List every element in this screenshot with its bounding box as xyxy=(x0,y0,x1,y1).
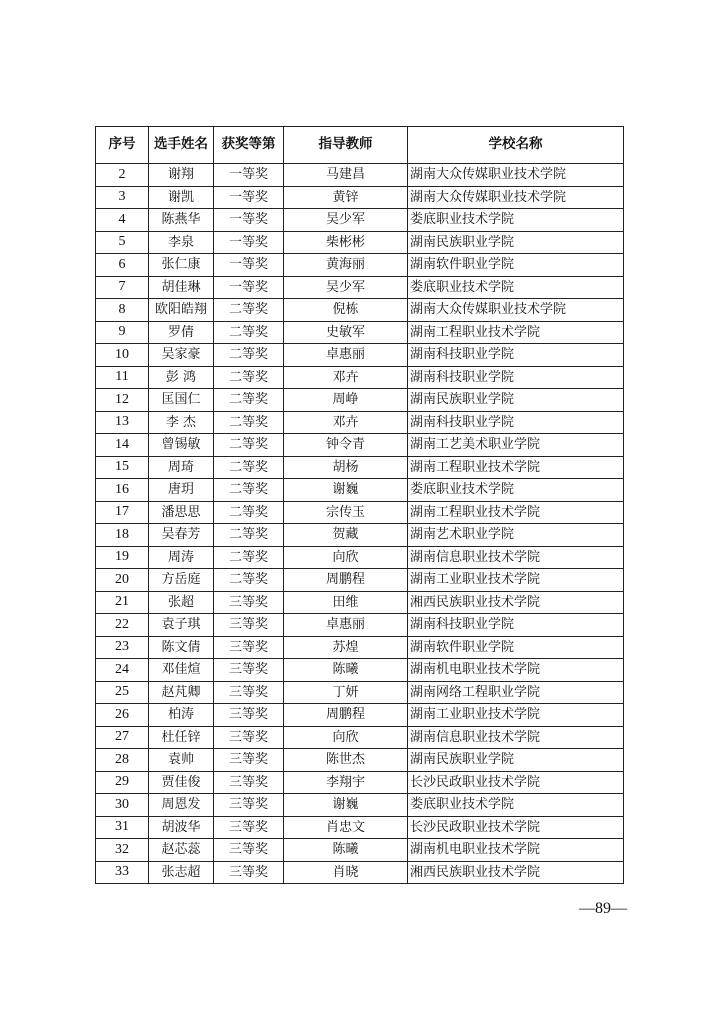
cell-award-level: 二等奖 xyxy=(214,479,284,502)
cell-instructor: 钟令青 xyxy=(284,434,408,457)
table-row xyxy=(96,636,624,659)
cell-contestant-name: 张志超 xyxy=(149,861,214,884)
cell-instructor: 周鹏程 xyxy=(284,569,408,592)
table-row xyxy=(96,456,624,479)
cell-contestant-name: 张超 xyxy=(149,591,214,614)
cell-contestant-name: 彭 鸿 xyxy=(149,366,214,389)
cell-school-name: 湖南软件职业学院 xyxy=(408,636,624,659)
cell-contestant-name: 欧阳皓翔 xyxy=(149,299,214,322)
cell-index: 33 xyxy=(96,861,149,884)
cell-school-name: 湖南艺术职业学院 xyxy=(408,524,624,547)
cell-instructor: 邓卉 xyxy=(284,411,408,434)
cell-school-name: 湖南机电职业技术学院 xyxy=(408,839,624,862)
cell-contestant-name: 胡佳琳 xyxy=(149,276,214,299)
cell-index: 28 xyxy=(96,749,149,772)
cell-award-level: 三等奖 xyxy=(214,794,284,817)
header-award-level: 获奖等第 xyxy=(214,127,284,164)
cell-school-name: 湘西民族职业技术学院 xyxy=(408,591,624,614)
cell-index: 2 xyxy=(96,164,149,187)
cell-school-name: 湖南网络工程职业学院 xyxy=(408,681,624,704)
table-row xyxy=(96,794,624,817)
table-row xyxy=(96,501,624,524)
table-row xyxy=(96,299,624,322)
cell-contestant-name: 袁帅 xyxy=(149,749,214,772)
cell-index: 26 xyxy=(96,704,149,727)
cell-instructor: 吴少军 xyxy=(284,276,408,299)
cell-index: 25 xyxy=(96,681,149,704)
cell-instructor: 柴彬彬 xyxy=(284,231,408,254)
cell-award-level: 三等奖 xyxy=(214,816,284,839)
cell-instructor: 宗传玉 xyxy=(284,501,408,524)
table-row xyxy=(96,771,624,794)
cell-contestant-name: 李泉 xyxy=(149,231,214,254)
cell-index: 13 xyxy=(96,411,149,434)
cell-index: 24 xyxy=(96,659,149,682)
cell-school-name: 湖南科技职业学院 xyxy=(408,614,624,637)
cell-award-level: 二等奖 xyxy=(214,524,284,547)
cell-school-name: 湖南信息职业技术学院 xyxy=(408,726,624,749)
table-body xyxy=(96,164,624,884)
cell-contestant-name: 罗倩 xyxy=(149,321,214,344)
table-row xyxy=(96,389,624,412)
cell-instructor: 肖忠文 xyxy=(284,816,408,839)
header-school-name: 学校名称 xyxy=(408,127,624,164)
cell-contestant-name: 杜任锌 xyxy=(149,726,214,749)
cell-award-level: 二等奖 xyxy=(214,321,284,344)
cell-index: 15 xyxy=(96,456,149,479)
table-row xyxy=(96,524,624,547)
table-row xyxy=(96,726,624,749)
cell-award-level: 三等奖 xyxy=(214,659,284,682)
cell-instructor: 马建昌 xyxy=(284,164,408,187)
table-row xyxy=(96,231,624,254)
cell-award-level: 一等奖 xyxy=(214,164,284,187)
cell-award-level: 三等奖 xyxy=(214,726,284,749)
cell-instructor: 周峥 xyxy=(284,389,408,412)
cell-index: 3 xyxy=(96,186,149,209)
page-number: —89— xyxy=(579,900,627,917)
cell-contestant-name: 唐玥 xyxy=(149,479,214,502)
table-row xyxy=(96,321,624,344)
cell-index: 19 xyxy=(96,546,149,569)
cell-instructor: 谢巍 xyxy=(284,794,408,817)
cell-instructor: 陈世杰 xyxy=(284,749,408,772)
cell-award-level: 三等奖 xyxy=(214,681,284,704)
cell-award-level: 二等奖 xyxy=(214,501,284,524)
cell-index: 27 xyxy=(96,726,149,749)
cell-school-name: 长沙民政职业技术学院 xyxy=(408,816,624,839)
table-row xyxy=(96,546,624,569)
table-row xyxy=(96,569,624,592)
table-row xyxy=(96,659,624,682)
cell-school-name: 湖南工业职业技术学院 xyxy=(408,704,624,727)
table-row xyxy=(96,749,624,772)
cell-index: 11 xyxy=(96,366,149,389)
cell-contestant-name: 李 杰 xyxy=(149,411,214,434)
cell-school-name: 湖南机电职业技术学院 xyxy=(408,659,624,682)
award-table xyxy=(95,126,624,884)
table-row xyxy=(96,164,624,187)
cell-contestant-name: 周恩发 xyxy=(149,794,214,817)
cell-contestant-name: 贾佳俊 xyxy=(149,771,214,794)
table-row xyxy=(96,614,624,637)
cell-school-name: 湖南大众传媒职业技术学院 xyxy=(408,186,624,209)
cell-school-name: 湖南大众传媒职业技术学院 xyxy=(408,164,624,187)
cell-instructor: 卓惠丽 xyxy=(284,344,408,367)
cell-contestant-name: 吴家豪 xyxy=(149,344,214,367)
cell-school-name: 湖南科技职业学院 xyxy=(408,411,624,434)
cell-award-level: 三等奖 xyxy=(214,704,284,727)
cell-instructor: 谢巍 xyxy=(284,479,408,502)
cell-index: 30 xyxy=(96,794,149,817)
cell-instructor: 史敏军 xyxy=(284,321,408,344)
cell-school-name: 湖南工程职业技术学院 xyxy=(408,321,624,344)
cell-contestant-name: 吴春芳 xyxy=(149,524,214,547)
cell-index: 16 xyxy=(96,479,149,502)
cell-instructor: 胡杨 xyxy=(284,456,408,479)
cell-instructor: 卓惠丽 xyxy=(284,614,408,637)
cell-index: 5 xyxy=(96,231,149,254)
cell-index: 4 xyxy=(96,209,149,232)
cell-instructor: 苏煌 xyxy=(284,636,408,659)
cell-instructor: 吴少军 xyxy=(284,209,408,232)
table-row xyxy=(96,434,624,457)
cell-contestant-name: 方岳庭 xyxy=(149,569,214,592)
cell-school-name: 湖南软件职业学院 xyxy=(408,254,624,277)
cell-award-level: 一等奖 xyxy=(214,231,284,254)
table-row xyxy=(96,209,624,232)
cell-contestant-name: 匡国仁 xyxy=(149,389,214,412)
cell-school-name: 湖南工艺美术职业学院 xyxy=(408,434,624,457)
header-instructor: 指导教师 xyxy=(284,127,408,164)
cell-school-name: 湘西民族职业技术学院 xyxy=(408,861,624,884)
cell-school-name: 湖南民族职业学院 xyxy=(408,749,624,772)
cell-index: 9 xyxy=(96,321,149,344)
cell-award-level: 三等奖 xyxy=(214,861,284,884)
cell-award-level: 二等奖 xyxy=(214,546,284,569)
cell-instructor: 向欣 xyxy=(284,546,408,569)
cell-index: 29 xyxy=(96,771,149,794)
cell-index: 31 xyxy=(96,816,149,839)
table-row xyxy=(96,704,624,727)
cell-school-name: 湖南工程职业技术学院 xyxy=(408,501,624,524)
cell-school-name: 湖南工业职业技术学院 xyxy=(408,569,624,592)
cell-award-level: 二等奖 xyxy=(214,434,284,457)
cell-school-name: 长沙民政职业技术学院 xyxy=(408,771,624,794)
cell-contestant-name: 陈燕华 xyxy=(149,209,214,232)
cell-award-level: 一等奖 xyxy=(214,186,284,209)
cell-school-name: 湖南大众传媒职业技术学院 xyxy=(408,299,624,322)
cell-instructor: 邓卉 xyxy=(284,366,408,389)
cell-index: 8 xyxy=(96,299,149,322)
cell-contestant-name: 张仁康 xyxy=(149,254,214,277)
cell-award-level: 一等奖 xyxy=(214,254,284,277)
cell-award-level: 三等奖 xyxy=(214,749,284,772)
cell-index: 21 xyxy=(96,591,149,614)
table-row xyxy=(96,344,624,367)
cell-index: 7 xyxy=(96,276,149,299)
cell-contestant-name: 赵芯蕊 xyxy=(149,839,214,862)
cell-contestant-name: 赵芃卿 xyxy=(149,681,214,704)
cell-instructor: 丁妍 xyxy=(284,681,408,704)
cell-award-level: 二等奖 xyxy=(214,299,284,322)
cell-award-level: 三等奖 xyxy=(214,636,284,659)
cell-index: 10 xyxy=(96,344,149,367)
cell-index: 14 xyxy=(96,434,149,457)
cell-instructor: 肖晓 xyxy=(284,861,408,884)
cell-instructor: 李翔宇 xyxy=(284,771,408,794)
cell-contestant-name: 周涛 xyxy=(149,546,214,569)
cell-award-level: 二等奖 xyxy=(214,569,284,592)
cell-award-level: 二等奖 xyxy=(214,344,284,367)
header-contestant-name: 选手姓名 xyxy=(149,127,214,164)
cell-contestant-name: 柏涛 xyxy=(149,704,214,727)
cell-award-level: 一等奖 xyxy=(214,276,284,299)
table-row xyxy=(96,276,624,299)
cell-contestant-name: 谢凯 xyxy=(149,186,214,209)
cell-award-level: 一等奖 xyxy=(214,209,284,232)
table-header-row xyxy=(96,127,624,164)
cell-school-name: 湖南信息职业技术学院 xyxy=(408,546,624,569)
cell-instructor: 倪栋 xyxy=(284,299,408,322)
cell-instructor: 向欣 xyxy=(284,726,408,749)
cell-contestant-name: 邓佳煊 xyxy=(149,659,214,682)
table-row xyxy=(96,839,624,862)
cell-contestant-name: 周琦 xyxy=(149,456,214,479)
cell-instructor: 周鹏程 xyxy=(284,704,408,727)
cell-school-name: 湖南民族职业学院 xyxy=(408,389,624,412)
cell-award-level: 三等奖 xyxy=(214,591,284,614)
cell-school-name: 湖南工程职业技术学院 xyxy=(408,456,624,479)
table-row xyxy=(96,254,624,277)
table-row xyxy=(96,411,624,434)
cell-award-level: 二等奖 xyxy=(214,389,284,412)
cell-index: 17 xyxy=(96,501,149,524)
header-index: 序号 xyxy=(96,127,149,164)
cell-school-name: 娄底职业技术学院 xyxy=(408,276,624,299)
cell-index: 6 xyxy=(96,254,149,277)
table-row xyxy=(96,681,624,704)
cell-school-name: 湖南科技职业学院 xyxy=(408,344,624,367)
cell-award-level: 二等奖 xyxy=(214,456,284,479)
cell-award-level: 三等奖 xyxy=(214,771,284,794)
cell-award-level: 二等奖 xyxy=(214,411,284,434)
cell-contestant-name: 谢翔 xyxy=(149,164,214,187)
cell-school-name: 娄底职业技术学院 xyxy=(408,794,624,817)
cell-school-name: 娄底职业技术学院 xyxy=(408,209,624,232)
cell-instructor: 田维 xyxy=(284,591,408,614)
table-row xyxy=(96,186,624,209)
cell-contestant-name: 曾锡敏 xyxy=(149,434,214,457)
cell-instructor: 陈曦 xyxy=(284,839,408,862)
cell-contestant-name: 陈文倩 xyxy=(149,636,214,659)
cell-school-name: 湖南科技职业学院 xyxy=(408,366,624,389)
cell-award-level: 三等奖 xyxy=(214,614,284,637)
cell-index: 22 xyxy=(96,614,149,637)
cell-instructor: 陈曦 xyxy=(284,659,408,682)
cell-instructor: 黄锌 xyxy=(284,186,408,209)
cell-index: 18 xyxy=(96,524,149,547)
cell-index: 23 xyxy=(96,636,149,659)
cell-award-level: 二等奖 xyxy=(214,366,284,389)
cell-school-name: 娄底职业技术学院 xyxy=(408,479,624,502)
cell-contestant-name: 潘思思 xyxy=(149,501,214,524)
cell-instructor: 黄海丽 xyxy=(284,254,408,277)
cell-contestant-name: 袁子琪 xyxy=(149,614,214,637)
table-row xyxy=(96,861,624,884)
cell-school-name: 湖南民族职业学院 xyxy=(408,231,624,254)
cell-contestant-name: 胡波华 xyxy=(149,816,214,839)
cell-award-level: 三等奖 xyxy=(214,839,284,862)
table-row xyxy=(96,591,624,614)
table-row xyxy=(96,816,624,839)
cell-index: 12 xyxy=(96,389,149,412)
table-row xyxy=(96,479,624,502)
cell-index: 20 xyxy=(96,569,149,592)
table-row xyxy=(96,366,624,389)
cell-index: 32 xyxy=(96,839,149,862)
cell-instructor: 贺藏 xyxy=(284,524,408,547)
